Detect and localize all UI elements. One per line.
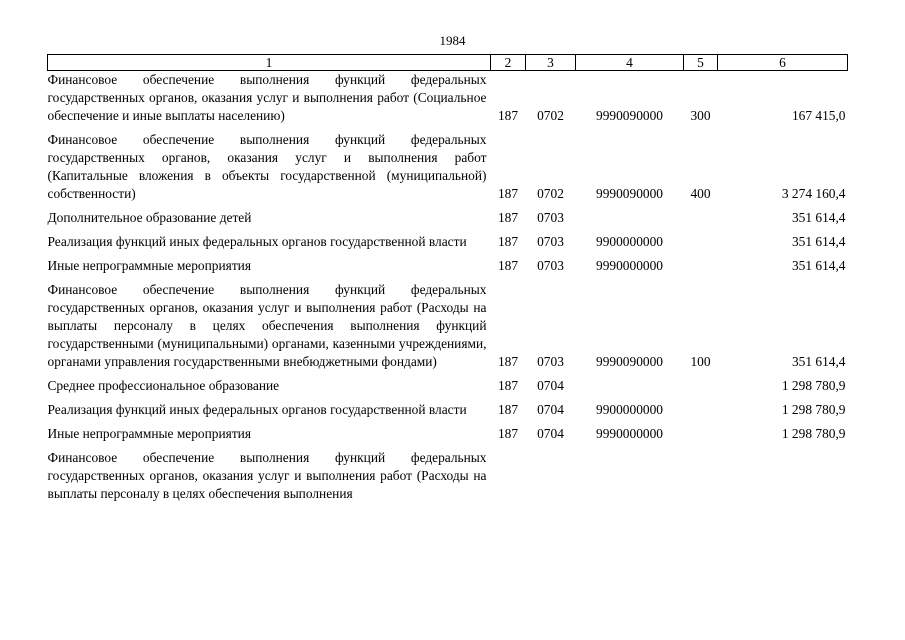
row-target: 9990000000 bbox=[596, 426, 663, 441]
row-amount: 1 298 780,9 bbox=[781, 402, 846, 417]
column-header-2: 2 bbox=[491, 55, 526, 71]
row-section: 0704 bbox=[537, 378, 564, 393]
row-name: Реализация функций иных федеральных органов государственной власти bbox=[47, 402, 467, 417]
row-type bbox=[684, 419, 718, 443]
row-type bbox=[684, 251, 718, 275]
row-section: 0703 bbox=[537, 210, 564, 225]
column-header-5: 5 bbox=[684, 55, 718, 71]
page-number: 1984 bbox=[439, 33, 466, 48]
budget-table bbox=[47, 54, 848, 503]
row-type bbox=[684, 395, 718, 419]
row-section: 0703 bbox=[537, 234, 564, 249]
row-target bbox=[576, 443, 684, 503]
row-target: 9990090000 bbox=[596, 354, 663, 369]
row-code: 187 bbox=[497, 354, 519, 369]
row-code: 187 bbox=[497, 186, 519, 201]
row-target: 9900000000 bbox=[596, 402, 663, 417]
row-type bbox=[684, 371, 718, 395]
row-target bbox=[576, 203, 684, 227]
row-code: 187 bbox=[497, 378, 519, 393]
row-type: 400 bbox=[690, 186, 711, 201]
row-section: 0702 bbox=[537, 186, 564, 201]
row-code bbox=[491, 443, 526, 503]
row-amount: 351 614,4 bbox=[791, 234, 846, 249]
table-row bbox=[48, 125, 848, 203]
row-code: 187 bbox=[497, 426, 519, 441]
row-amount bbox=[718, 443, 848, 503]
row-amount: 351 614,4 bbox=[791, 258, 846, 273]
table-row bbox=[48, 419, 848, 443]
row-type bbox=[684, 227, 718, 251]
row-amount: 351 614,4 bbox=[791, 354, 846, 369]
row-type bbox=[684, 443, 718, 503]
table-header-row bbox=[48, 55, 848, 71]
table-row bbox=[48, 275, 848, 371]
table-row bbox=[48, 371, 848, 395]
row-section: 0704 bbox=[537, 402, 564, 417]
row-name: Иные непрограммные мероприятия bbox=[47, 258, 251, 273]
row-name: Реализация функций иных федеральных органов государственной власти bbox=[47, 234, 467, 249]
row-code: 187 bbox=[497, 402, 519, 417]
row-type bbox=[684, 203, 718, 227]
row-section: 0702 bbox=[537, 108, 564, 123]
row-code: 187 bbox=[497, 258, 519, 273]
column-header-6: 6 bbox=[718, 55, 848, 71]
row-type: 300 bbox=[690, 108, 711, 123]
row-target: 9990090000 bbox=[596, 108, 663, 123]
row-amount: 1 298 780,9 bbox=[781, 426, 846, 441]
row-target: 9900000000 bbox=[596, 234, 663, 249]
row-name: Финансовое обеспечение выполнения функций федеральных государственных органов, оказания услуг и выполнения работ (Расходы на выплаты персоналу в целях обеспечения выполнения функций государственными (муниципальными) органами, казенными учреждениями, органами управления государственными внебюджетными фондами) bbox=[47, 282, 487, 369]
row-name: Финансовое обеспечение выполнения функций федеральных государственных органов, оказания услуг и выполнения работ (Капитальные вложения в объекты государственной (муниципальной) собственности) bbox=[47, 132, 487, 201]
table-row bbox=[48, 71, 848, 126]
row-section: 0703 bbox=[537, 354, 564, 369]
row-amount: 3 274 160,4 bbox=[781, 186, 846, 201]
column-header-1: 1 bbox=[48, 55, 491, 71]
row-amount: 167 415,0 bbox=[791, 108, 846, 123]
row-code: 187 bbox=[497, 108, 519, 123]
row-name: Среднее профессиональное образование bbox=[47, 378, 280, 393]
table-row bbox=[48, 395, 848, 419]
row-name: Дополнительное образование детей bbox=[47, 210, 252, 225]
table-row bbox=[48, 227, 848, 251]
row-target: 9990000000 bbox=[596, 258, 663, 273]
row-amount: 1 298 780,9 bbox=[781, 378, 846, 393]
row-code: 187 bbox=[497, 234, 519, 249]
row-target: 9990090000 bbox=[596, 186, 663, 201]
row-section bbox=[526, 443, 576, 503]
row-name: Финансовое обеспечение выполнения функций федеральных государственных органов, оказания услуг и выполнения работ (Расходы на выплаты персоналу в целях обеспечения выполнения bbox=[47, 450, 487, 501]
row-code: 187 bbox=[497, 210, 519, 225]
column-header-3: 3 bbox=[526, 55, 576, 71]
row-name: Финансовое обеспечение выполнения функций федеральных государственных органов, оказания услуг и выполнения работ (Социальное обеспечение и иные выплаты населению) bbox=[47, 72, 487, 123]
row-name: Иные непрограммные мероприятия bbox=[47, 426, 251, 441]
row-section: 0704 bbox=[537, 426, 564, 441]
table-row bbox=[48, 251, 848, 275]
row-target bbox=[576, 371, 684, 395]
table-row bbox=[48, 443, 848, 503]
table-row bbox=[48, 203, 848, 227]
row-type: 100 bbox=[690, 354, 711, 369]
column-header-4: 4 bbox=[576, 55, 684, 71]
row-amount: 351 614,4 bbox=[791, 210, 846, 225]
row-section: 0703 bbox=[537, 258, 564, 273]
